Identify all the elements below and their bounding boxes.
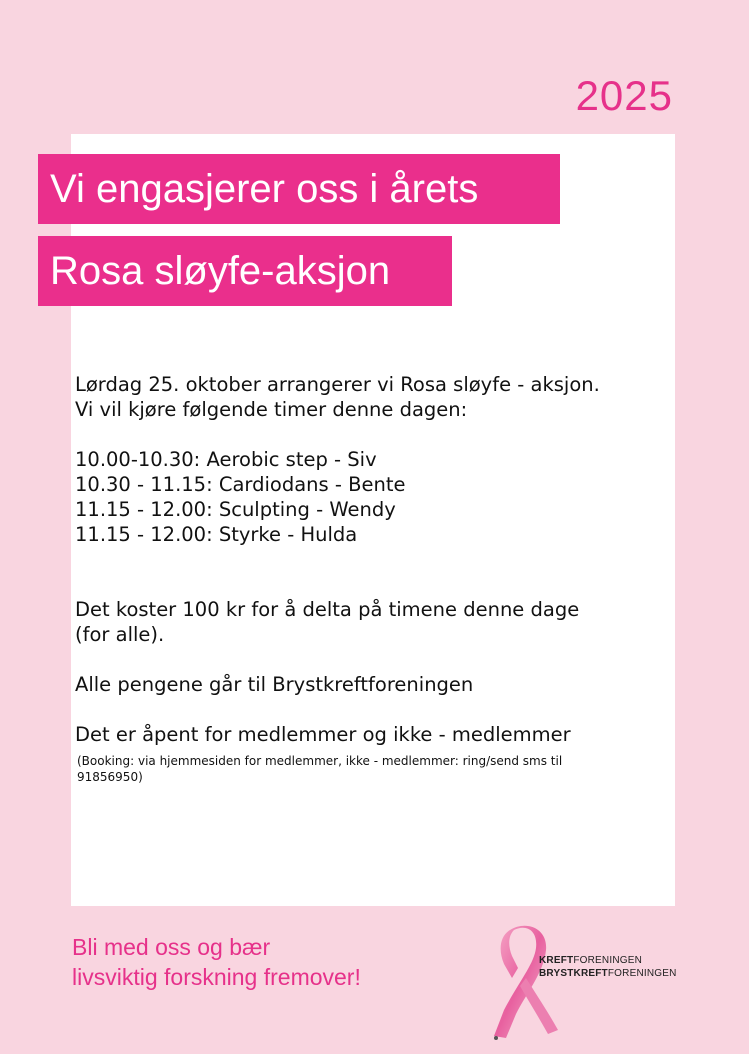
- logo-text-bold: KREFT: [539, 955, 574, 966]
- kreftforeningen-logo: [486, 924, 686, 1044]
- logo-text-bold: BRYSTKREFT: [539, 968, 608, 979]
- intro-line-1: Lørdag 25. oktober arrangerer vi Rosa sløyfe - aksjon.: [75, 373, 600, 396]
- tagline-line-1: Bli med oss og bær: [72, 934, 271, 960]
- intro-line-2: Vi vil kjøre følgende timer denne dagen:: [75, 398, 468, 421]
- tagline-line-2: livsviktig forskning fremover!: [72, 964, 361, 990]
- donation-text: Alle pengene går til Brystkreftforeningen: [75, 673, 474, 696]
- booking-line-1: (Booking: via hjemmesiden for medlemmer, ikke - medlemmer: ring/send sms til: [77, 754, 563, 768]
- headline-line-2: Rosa sløyfe-aksjon: [38, 236, 452, 306]
- open-to-text: Det er åpent for medlemmer og ikke - medlemmer: [75, 723, 571, 746]
- booking-line-2: 91856950): [77, 770, 143, 784]
- tagline: [72, 932, 361, 992]
- headline-line-1: Vi engasjerer oss i årets: [38, 154, 560, 224]
- logo-text: FORENINGEN: [573, 955, 643, 966]
- price-line-1: Det koster 100 kr for å delta på timene denne dage: [75, 598, 580, 621]
- price-line-2: (for alle).: [75, 623, 165, 646]
- pink-ribbon-icon: [486, 924, 566, 1044]
- schedule-item: 11.15 - 12.00: Sculpting - Wendy: [75, 498, 396, 521]
- year-label: 2025: [575, 72, 673, 119]
- schedule-item: 10.30 - 11.15: Cardiodans - Bente: [75, 473, 406, 496]
- logo-wordmark: [539, 954, 677, 980]
- logo-text: FORENINGEN: [607, 968, 677, 979]
- event-details: [75, 372, 655, 785]
- schedule-item: 10.00-10.30: Aerobic step - Siv: [75, 448, 377, 471]
- schedule-item: 11.15 - 12.00: Styrke - Hulda: [75, 523, 358, 546]
